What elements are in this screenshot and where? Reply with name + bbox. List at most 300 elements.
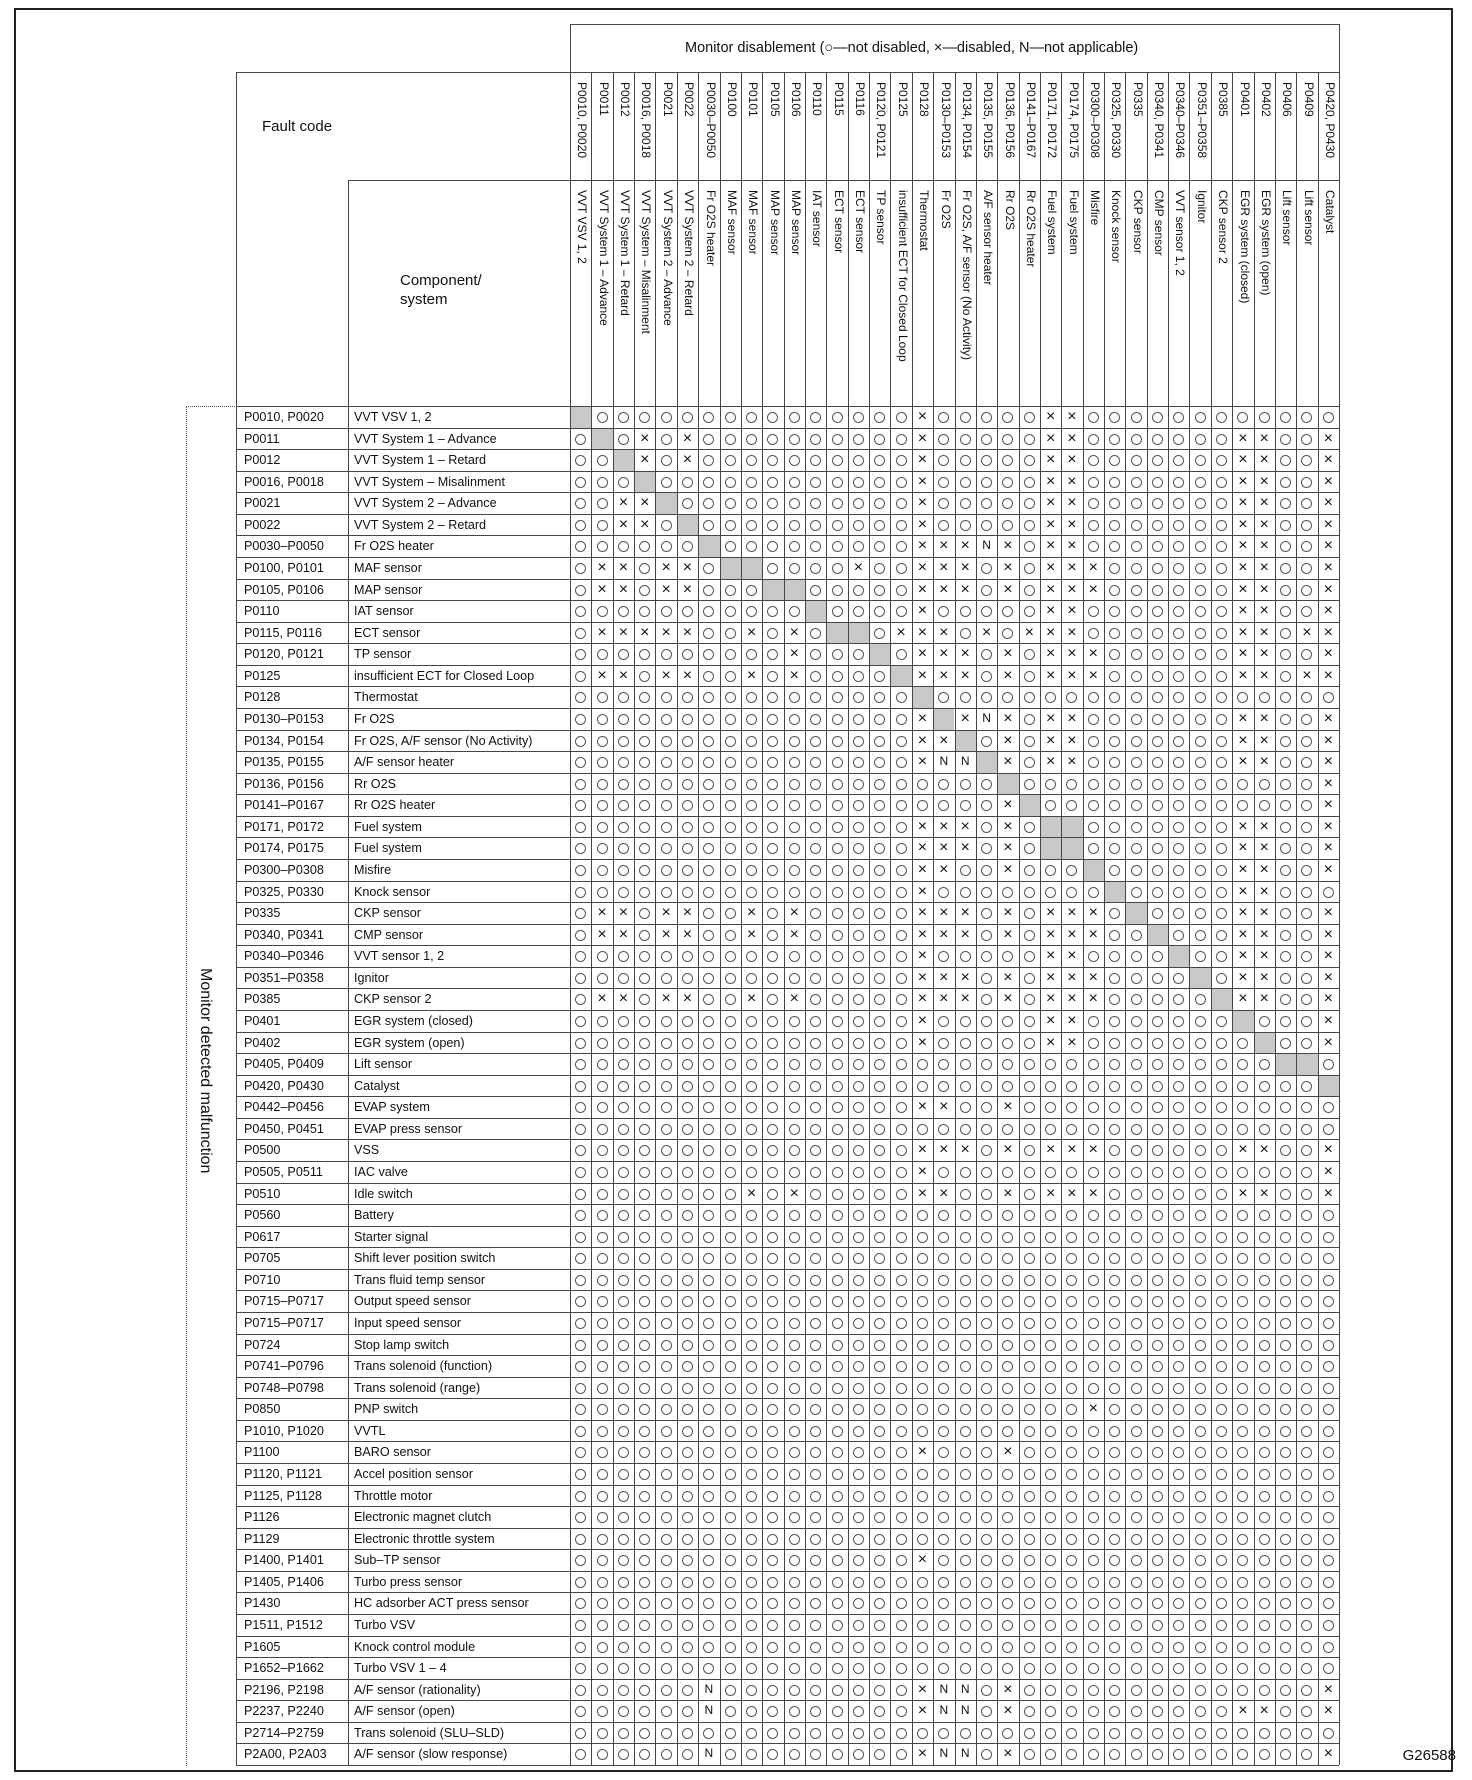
row-component: A/F sensor (slow response) [354,1747,508,1762]
disabled-icon: × [917,537,928,555]
disabled-icon: × [1323,774,1333,792]
not-disabled-icon [762,1463,783,1485]
not-disabled-icon [869,1485,890,1507]
not-disabled-icon [762,1657,783,1679]
not-disabled-icon [997,1636,1018,1658]
not-disabled-icon [1147,773,1168,795]
not-disabled-icon [1189,1053,1210,1075]
disabled-icon: × [1067,666,1077,684]
not-disabled-icon [1061,1722,1082,1744]
not-disabled-icon [741,730,762,752]
not-disabled-icon [1019,406,1040,428]
not-disabled-icon [634,988,655,1010]
not-disabled-icon [1104,471,1125,493]
not-disabled-icon [1104,773,1125,795]
not-disabled-icon [720,1139,741,1161]
not-disabled-icon [1189,686,1210,708]
disabled-icon: × [939,925,949,943]
not-disabled-icon [1275,945,1296,967]
not-applicable-mark: N [939,1703,949,1718]
not-disabled-icon [634,1183,655,1205]
not-disabled-icon [997,1075,1018,1097]
disabled-icon: × [1067,645,1077,663]
not-disabled-icon [634,1420,655,1442]
not-disabled-icon [1019,1657,1040,1679]
not-disabled-icon [1189,1139,1210,1161]
not-disabled-icon [869,1506,890,1528]
not-disabled-icon [762,1290,783,1312]
not-disabled-icon [955,1075,976,1097]
table-bottom-line [236,1765,1339,1766]
not-disabled-icon [869,557,890,579]
not-applicable-mark: N [960,754,970,769]
not-disabled-icon [677,406,698,428]
not-disabled-icon [1061,1334,1082,1356]
not-disabled-icon [1147,665,1168,687]
disabled-icon: × [1067,731,1077,749]
not-disabled-icon [826,1290,847,1312]
not-disabled-icon [1296,967,1317,989]
not-disabled-icon [762,1204,783,1226]
disabled-icon: × [1323,1680,1333,1698]
not-disabled-icon [1211,945,1232,967]
not-disabled-icon [1189,1010,1210,1032]
not-disabled-icon [1189,514,1210,536]
not-disabled-icon [997,600,1018,622]
not-disabled-icon [698,751,719,773]
disabled-icon: × [1259,861,1269,878]
disabled-icon: × [939,559,949,576]
disabled-icon: × [640,451,650,469]
disabled-icon: × [1323,796,1333,814]
row-component: Rr O2S heater [354,798,436,813]
disabled-icon: × [917,947,928,965]
not-disabled-icon [869,535,890,557]
not-disabled-icon [997,428,1018,450]
row-component: Trans solenoid (range) [354,1380,481,1395]
not-disabled-icon [1104,643,1125,665]
not-applicable-mark: N [960,1746,970,1761]
row-component: Fr O2S heater [354,539,434,554]
not-disabled-icon [762,1420,783,1442]
not-disabled-icon [1019,1377,1040,1399]
not-disabled-icon [741,1355,762,1377]
not-disabled-icon [1125,1636,1146,1658]
column-name: Fuel system [1045,190,1060,255]
not-disabled-icon [890,816,911,838]
not-disabled-icon [805,1183,826,1205]
not-disabled-icon [1125,1355,1146,1377]
not-disabled-icon [976,1571,997,1593]
not-disabled-icon [784,1377,805,1399]
not-disabled-icon [784,730,805,752]
not-disabled-icon [741,1463,762,1485]
not-disabled-icon [1040,1290,1061,1312]
not-disabled-icon [591,730,612,752]
not-disabled-icon [1104,730,1125,752]
not-disabled-icon [591,1657,612,1679]
not-disabled-icon [655,1161,676,1183]
not-disabled-icon [1189,557,1210,579]
not-disabled-icon [1019,1355,1040,1377]
not-disabled-icon [848,1010,869,1032]
column-name: VVT System 1 – Retard [618,190,633,316]
not-disabled-icon [976,1010,997,1032]
row-component: Shift lever position switch [354,1251,496,1266]
not-disabled-icon [805,1161,826,1183]
disabled-icon: × [1259,666,1269,684]
disabled-icon: × [1088,904,1098,922]
disabled-icon: × [1003,537,1013,555]
not-disabled-icon [1019,600,1040,622]
not-disabled-icon [1232,1096,1253,1118]
not-disabled-icon [933,1075,954,1097]
not-disabled-icon [1318,1377,1339,1399]
not-disabled-icon [826,1226,847,1248]
not-disabled-icon [762,406,783,428]
not-disabled-icon [1104,492,1125,514]
not-disabled-icon [1254,1377,1275,1399]
not-disabled-icon [741,1290,762,1312]
not-disabled-icon [826,1139,847,1161]
not-disabled-icon [570,471,591,493]
not-disabled-icon [591,1398,612,1420]
self-cell [721,558,741,579]
not-disabled-icon [933,514,954,536]
not-disabled-icon [1083,1161,1104,1183]
column-code: P0110 [810,82,825,116]
not-disabled-icon [826,1614,847,1636]
not-disabled-icon [784,751,805,773]
not-disabled-icon [955,471,976,493]
not-disabled-icon [1147,1118,1168,1140]
not-disabled-icon [1232,1312,1253,1334]
not-disabled-icon [655,816,676,838]
not-applicable-mark: N [704,1746,714,1761]
not-disabled-icon [1104,428,1125,450]
disabled-icon: × [917,1745,928,1763]
disabled-icon: × [1003,861,1013,878]
not-disabled-icon [1125,1118,1146,1140]
disabled-icon: × [939,1184,949,1202]
not-disabled-icon [1275,1118,1296,1140]
not-disabled-icon [698,1420,719,1442]
disabled-icon: × [917,1680,928,1698]
not-disabled-icon [848,535,869,557]
not-disabled-icon [613,1204,634,1226]
not-disabled-icon [1147,1161,1168,1183]
not-disabled-icon [1211,1269,1232,1291]
not-disabled-icon [1104,686,1125,708]
not-disabled-icon [655,1549,676,1571]
not-disabled-icon [869,1657,890,1679]
not-disabled-icon [1083,1204,1104,1226]
not-disabled-icon [1104,1614,1125,1636]
not-disabled-icon [1211,1204,1232,1226]
not-disabled-icon [805,1485,826,1507]
disabled-icon: × [640,623,650,641]
not-disabled-icon [613,1312,634,1334]
not-disabled-icon [720,600,741,622]
not-disabled-icon [869,1269,890,1291]
row-fault-code: P0136, P0156 [244,776,324,791]
fault-code-header: Fault code [262,118,333,135]
disabled-icon: × [1323,623,1333,641]
not-disabled-icon [634,1679,655,1701]
not-disabled-icon [741,449,762,471]
not-disabled-icon [848,1139,869,1161]
not-disabled-icon [720,492,741,514]
not-disabled-icon [613,1506,634,1528]
not-disabled-icon [848,514,869,536]
not-disabled-icon [720,449,741,471]
row-component: VVTL [354,1423,386,1438]
not-disabled-icon [1275,600,1296,622]
not-disabled-icon [805,1269,826,1291]
not-disabled-icon [591,643,612,665]
not-disabled-icon [613,794,634,816]
not-disabled-icon [976,1657,997,1679]
row-fault-code: P1430 [244,1596,281,1611]
not-disabled-icon [1168,967,1189,989]
not-disabled-icon [848,1269,869,1291]
not-disabled-icon [762,967,783,989]
not-disabled-icon [720,988,741,1010]
column-code: P0325, P0330 [1109,82,1124,159]
not-disabled-icon [1125,837,1146,859]
not-disabled-icon [1061,1312,1082,1334]
disabled-icon: × [1088,645,1098,663]
not-disabled-icon [1061,1549,1082,1571]
not-disabled-icon [1168,514,1189,536]
not-disabled-icon [634,1485,655,1507]
not-disabled-icon [1296,773,1317,795]
not-disabled-icon [1019,492,1040,514]
not-disabled-icon [698,1118,719,1140]
not-disabled-icon [1125,406,1146,428]
not-disabled-icon [826,967,847,989]
not-disabled-icon [677,1657,698,1679]
disabled-icon: × [746,666,757,684]
row-fault-code: P0340, P0341 [244,927,324,942]
disabled-icon: × [1003,710,1013,727]
not-disabled-icon [784,1247,805,1269]
not-disabled-icon [1125,773,1146,795]
not-disabled-icon [613,1355,634,1377]
not-disabled-icon [1104,1204,1125,1226]
row-fault-code: P0741–P0796 [244,1359,324,1374]
disabled-icon: × [1238,990,1248,1008]
not-disabled-icon [955,1247,976,1269]
not-disabled-icon [720,1528,741,1550]
not-disabled-icon [677,1204,698,1226]
not-disabled-icon [869,988,890,1010]
not-disabled-icon [1104,1528,1125,1550]
not-disabled-icon [912,773,933,795]
not-disabled-icon [848,1700,869,1722]
not-disabled-icon [634,1722,655,1744]
not-disabled-icon [976,1118,997,1140]
not-disabled-icon [1189,1657,1210,1679]
not-disabled-icon [1211,924,1232,946]
not-disabled-icon [762,1247,783,1269]
not-disabled-icon [1254,1290,1275,1312]
not-disabled-icon [890,1269,911,1291]
not-disabled-icon [1061,1528,1082,1550]
not-disabled-icon [1232,1614,1253,1636]
not-disabled-icon [1061,1269,1082,1291]
not-disabled-icon [634,600,655,622]
disabled-icon: × [939,1098,949,1116]
not-disabled-icon [1104,1506,1125,1528]
not-disabled-icon [1211,1441,1232,1463]
not-disabled-icon [848,1032,869,1054]
not-disabled-icon [805,1657,826,1679]
not-disabled-icon [976,665,997,687]
not-disabled-icon [1040,1700,1061,1722]
disabled-icon: × [960,537,970,555]
disabled-icon: × [1067,1033,1077,1051]
row-fault-code: P0850 [244,1402,281,1417]
not-disabled-icon [890,1528,911,1550]
not-disabled-icon [677,881,698,903]
not-disabled-icon [805,1247,826,1269]
not-disabled-icon [848,1075,869,1097]
not-disabled-icon [1147,1463,1168,1485]
not-disabled-icon [1189,449,1210,471]
not-disabled-icon [1104,1053,1125,1075]
not-disabled-icon [1211,859,1232,881]
not-disabled-icon [890,428,911,450]
not-disabled-icon [869,751,890,773]
not-disabled-icon [634,945,655,967]
not-disabled-icon [720,1355,741,1377]
not-disabled-icon [848,1355,869,1377]
not-disabled-icon [1147,1743,1168,1765]
not-disabled-icon [805,665,826,687]
not-disabled-icon [1232,1118,1253,1140]
not-disabled-icon [1254,1657,1275,1679]
not-disabled-icon [698,902,719,924]
not-disabled-icon [869,1139,890,1161]
disabled-icon: × [1003,559,1013,576]
not-disabled-icon [976,945,997,967]
not-disabled-icon [1275,1700,1296,1722]
not-disabled-icon [1125,945,1146,967]
not-disabled-icon [591,1549,612,1571]
column-name: TP sensor [874,190,889,245]
not-disabled-icon [762,535,783,557]
disabled-icon: × [1323,645,1333,663]
not-disabled-icon [762,1679,783,1701]
not-disabled-icon [1189,1226,1210,1248]
not-disabled-icon [1232,794,1253,816]
not-disabled-icon [677,1506,698,1528]
not-disabled-icon [1147,1700,1168,1722]
row-fault-code: P0715–P0717 [244,1316,324,1330]
disabled-icon: × [1259,623,1269,641]
not-disabled-icon [634,1161,655,1183]
not-disabled-icon [570,600,591,622]
not-disabled-icon [1147,1571,1168,1593]
not-disabled-icon [1275,1290,1296,1312]
column-name: ECT sensor [831,190,846,254]
not-disabled-icon [677,1377,698,1399]
disabled-icon: × [1067,559,1077,576]
row-fault-code: P0405, P0409 [244,1057,324,1072]
disabled-icon: × [1003,1184,1013,1202]
disabled-icon: × [1003,1702,1013,1720]
not-disabled-icon [933,945,954,967]
not-disabled-icon [805,1290,826,1312]
not-disabled-icon [1125,449,1146,471]
not-disabled-icon [848,1161,869,1183]
not-disabled-icon [976,1441,997,1463]
not-disabled-icon [655,1204,676,1226]
not-disabled-icon [1211,579,1232,601]
disabled-icon: × [917,1012,928,1029]
not-disabled-icon [634,1096,655,1118]
not-disabled-icon [848,1312,869,1334]
not-disabled-icon [1189,406,1210,428]
not-disabled-icon [1296,1183,1317,1205]
not-disabled-icon [1019,1204,1040,1226]
not-disabled-icon [869,579,890,601]
column-name: Lift sensor [1301,190,1316,246]
column-code-bottom-line [570,180,1339,181]
row-fault-code: P0450, P0451 [244,1121,324,1136]
not-disabled-icon [1040,1334,1061,1356]
not-disabled-icon [1232,1226,1253,1248]
not-disabled-icon [997,471,1018,493]
not-disabled-icon [741,1485,762,1507]
not-disabled-icon [1211,1420,1232,1442]
disabled-icon: × [618,904,629,922]
disabled-icon: × [1045,580,1056,598]
row-fault-code: P0710 [244,1272,281,1287]
not-disabled-icon [1125,924,1146,946]
disabled-icon: × [1067,602,1077,620]
not-disabled-icon [805,1528,826,1550]
disabled-icon: × [1067,925,1077,943]
not-disabled-icon [1318,1053,1339,1075]
disabled-icon: × [746,623,757,641]
not-disabled-icon [1125,1183,1146,1205]
not-disabled-icon [1168,1183,1189,1205]
not-disabled-icon [1061,686,1082,708]
not-disabled-icon [1147,643,1168,665]
not-disabled-icon [634,1118,655,1140]
row-component: Sub–TP sensor [354,1553,441,1568]
not-disabled-icon [1083,471,1104,493]
disabled-icon: × [640,494,650,512]
not-disabled-icon [698,406,719,428]
not-disabled-icon [848,600,869,622]
not-disabled-icon [848,1290,869,1312]
not-disabled-icon [1083,1528,1104,1550]
not-disabled-icon [1104,837,1125,859]
not-disabled-icon [613,1743,634,1765]
disabled-icon: × [1088,580,1098,598]
not-disabled-icon [634,406,655,428]
not-disabled-icon [1296,449,1317,471]
not-disabled-icon [976,1161,997,1183]
not-disabled-icon [1189,773,1210,795]
disabled-icon: × [618,990,629,1008]
not-disabled-icon [1083,1075,1104,1097]
not-disabled-icon [848,449,869,471]
self-cell [1126,903,1146,924]
